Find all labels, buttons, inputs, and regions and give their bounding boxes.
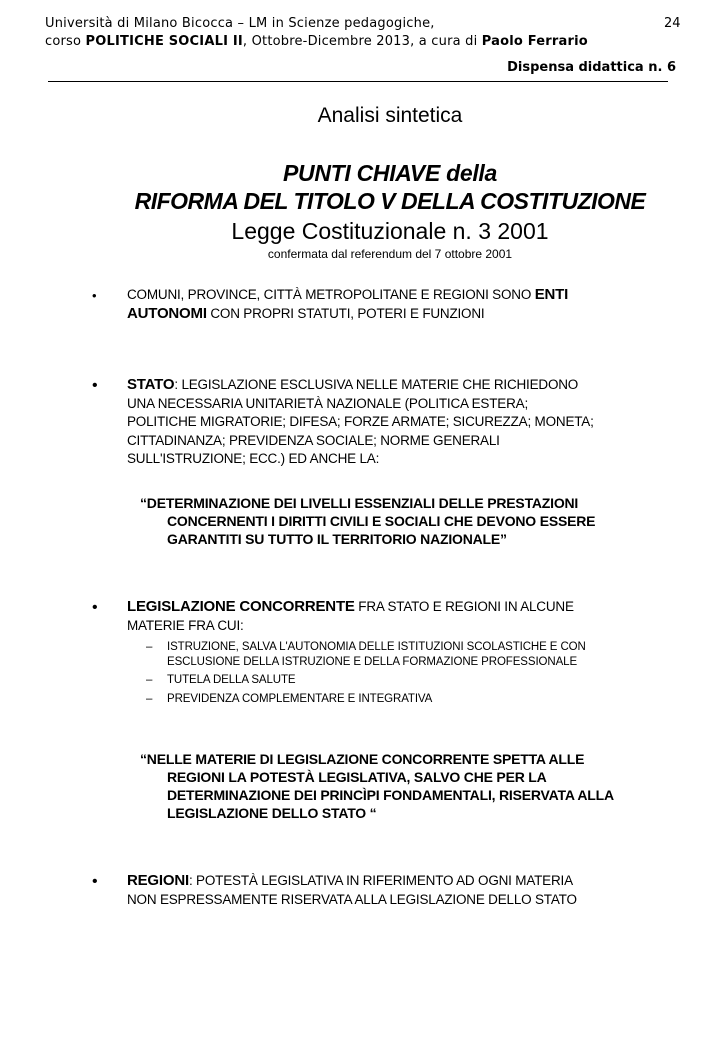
header-institution: Università di Milano Bicocca – LM in Scienze pedagogiche, (45, 16, 435, 31)
page-title-line1: PUNTI CHIAVE della (283, 160, 497, 186)
header-course-prefix: corso (45, 34, 86, 49)
header-course (45, 34, 588, 49)
bullet-text: : LEGISLAZIONE ESCLUSIVA NELLE MATERIE CHE RICHIEDONO (174, 377, 579, 392)
quote-line: “DETERMINAZIONE DEI LIVELLI ESSENZIALI DELLE PRESTAZIONI (140, 495, 579, 511)
quote-line: “NELLE MATERIE DI LEGISLAZIONE CONCORRENTE SPETTA ALLE (140, 751, 585, 767)
bullet-text: MATERIE FRA CUI: (127, 617, 244, 633)
subitem-istruzione (167, 640, 687, 670)
subitem-previdenza: PREVIDENZA COMPLEMENTARE E INTEGRATIVA (167, 693, 433, 705)
subitem-text: ISTRUZIONE, SALVA L'AUTONOMIA DELLE ISTITUZIONI SCOLASTICHE E CON (167, 641, 586, 653)
dash-icon: – (146, 674, 153, 686)
bullet-icon: • (92, 599, 98, 616)
bullet-legislazione-concorrente (127, 598, 687, 635)
quote-legislazione-concorrente (140, 750, 700, 822)
quote-line: GARANTITI SU TUTTO IL TERRITORIO NAZIONALE” (167, 531, 507, 547)
subitem-salute: TUTELA DELLA SALUTE (167, 674, 296, 686)
header-course-dates: , Ottobre-Dicembre 2013, a cura di (242, 34, 482, 49)
dash-icon: – (146, 693, 153, 705)
quote-line: DETERMINAZIONE DEI PRINCÌPI FONDAMENTALI, RISERVATA ALLA (167, 787, 614, 803)
bullet-bold: AUTONOMI (127, 304, 207, 322)
bullet-text: COMUNI, PROVINCE, CITTÀ METROPOLITANE E REGIONI SONO (127, 287, 535, 302)
dash-icon: – (146, 641, 153, 653)
section-heading: Analisi sintetica (317, 104, 463, 127)
quote-line: REGIONI LA POTESTÀ LEGISLATIVA, SALVO CHE PER LA (167, 769, 547, 785)
subitem-text: ESCLUSIONE DELLA ISTRUZIONE E DELLA FORMAZIONE PROFESSIONALE (167, 656, 578, 668)
bullet-text: CON PROPRI STATUTI, POTERI E FUNZIONI (206, 305, 485, 321)
bullet-stato (127, 376, 687, 469)
bullet-text: : POTESTÀ LEGISLATIVA IN RIFERIMENTO AD OGNI MATERIA (188, 873, 573, 888)
bullet-icon: • (92, 377, 98, 394)
header-divider (48, 81, 668, 82)
quote-livelli-essenziali (140, 494, 700, 548)
bullet-text: NON ESPRESSAMENTE RISERVATA ALLA LEGISLAZIONE DELLO STATO (127, 891, 577, 907)
law-subtitle: Legge Costituzionale n. 3 2001 (231, 218, 549, 244)
quote-line: CONCERNENTI I DIRITTI CIVILI E SOCIALI CHE DEVONO ESSERE (167, 513, 596, 529)
referendum-note: confermata dal referendum del 7 ottobre 2001 (267, 247, 513, 261)
bullet-bold: STATO (127, 376, 175, 393)
bullet-enti-autonomi (127, 286, 687, 323)
bullet-bold: REGIONI (127, 872, 189, 889)
header-course-name: POLITICHE SOCIALI II (85, 34, 243, 49)
bullet-bold: ENTI (534, 286, 569, 303)
bullet-regioni (127, 872, 687, 909)
bullet-text: CITTADINANZA; PREVIDENZA SOCIALE; NORME GENERALI (127, 432, 500, 448)
header-author: Paolo Ferrario (481, 34, 588, 49)
bullet-text: UNA NECESSARIA UNITARIETÀ NAZIONALE (POLITICA ESTERA; (127, 395, 528, 411)
bullet-icon: • (92, 873, 98, 890)
dispensa-label: Dispensa didattica n. 6 (507, 60, 676, 75)
page-number: 24 (664, 16, 681, 31)
page-title-line2: RIFORMA DEL TITOLO V DELLA COSTITUZIONE (134, 188, 646, 214)
quote-line: LEGISLAZIONE DELLO STATO “ (167, 805, 377, 821)
bullet-text: SULL'ISTRUZIONE; ECC.) ED ANCHE LA: (127, 451, 380, 466)
bullet-bold: LEGISLAZIONE CONCORRENTE (127, 598, 355, 615)
bullet-text: POLITICHE MIGRATORIE; DIFESA; FORZE ARMATE; SICUREZZA; MONETA; (127, 414, 594, 429)
bullet-text: FRA STATO E REGIONI IN ALCUNE (354, 599, 574, 614)
bullet-icon: • (92, 288, 97, 303)
